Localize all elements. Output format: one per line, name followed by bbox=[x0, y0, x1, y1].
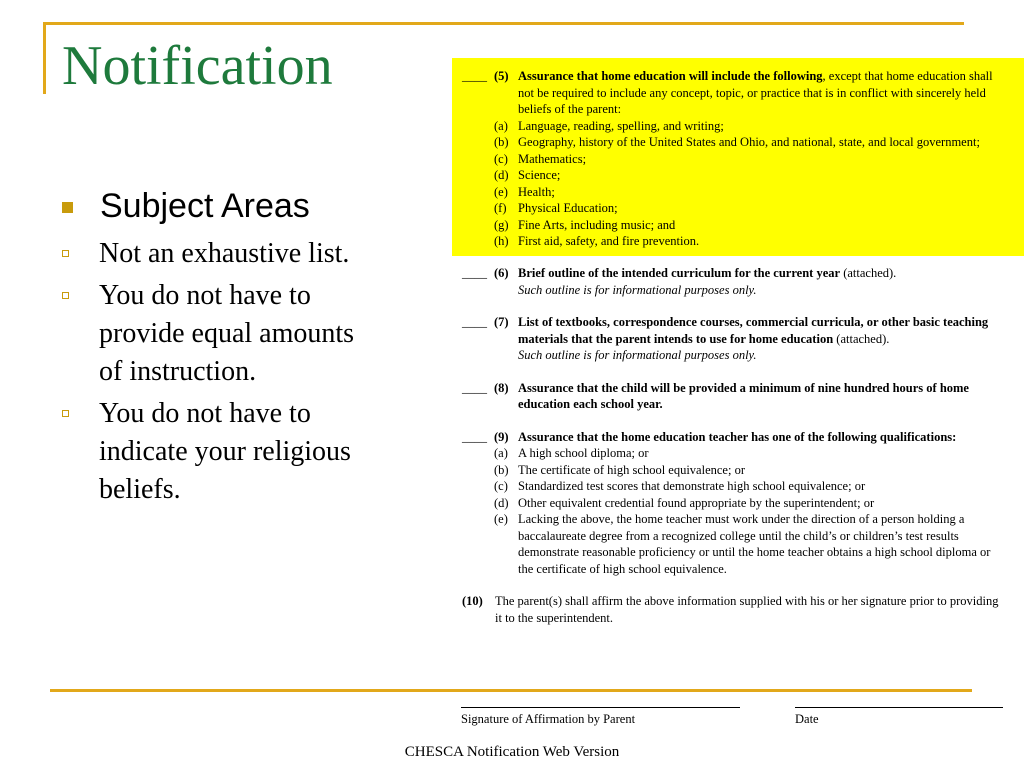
sub-letter: (b) bbox=[494, 462, 509, 477]
sub-text: Language, reading, spelling, and writing; bbox=[518, 118, 724, 133]
signature-block bbox=[461, 707, 740, 727]
sub-text: The certificate of high school equivalence; or bbox=[518, 462, 745, 477]
bullet-main-text: Subject Areas bbox=[100, 187, 310, 225]
item-number: (9) bbox=[494, 429, 509, 444]
item-text: , except that home education shall not be required to include any concept, topic, or practice that is in conflict with sincerely held beliefs of the parent: bbox=[518, 69, 993, 116]
sub-text: A high school diploma; or bbox=[518, 446, 649, 460]
item-text: (attached). bbox=[833, 331, 890, 346]
checkbox-blank: ____ bbox=[462, 429, 487, 444]
signature-label: Signature of Affirmation by Parent bbox=[461, 712, 636, 726]
frame-bottom-rule bbox=[50, 689, 972, 692]
sub-text: Standardized test scores that demonstrate high school equivalence; or bbox=[518, 479, 866, 493]
sub-item bbox=[452, 134, 1024, 151]
checkbox-blank: ____ bbox=[462, 380, 487, 395]
bullet-list bbox=[62, 186, 362, 513]
sub-text: Other equivalent credential found appropriate by the superintendent; or bbox=[518, 495, 875, 510]
sub-bullet-text: You do not have to indicate your religious beliefs. bbox=[99, 397, 351, 505]
item-10 bbox=[452, 593, 1024, 626]
item-8 bbox=[452, 380, 1024, 413]
item-7 bbox=[452, 314, 1024, 364]
item-bold-text: Assurance that home education will include the following bbox=[518, 69, 823, 83]
bullet-main bbox=[62, 186, 362, 227]
square-bullet-icon bbox=[62, 202, 73, 213]
checkbox-blank: ____ bbox=[462, 69, 487, 83]
frame-left-rule bbox=[43, 22, 46, 94]
item-bold-text: Brief outline of the intended curriculum for the current year bbox=[518, 266, 841, 280]
item-body: Assurance that the home education teacher has one of the following qualifications: bbox=[518, 429, 957, 444]
item-body: The parent(s) shall affirm the above information supplied with his or her signature prior to providing it to the superintendent. bbox=[495, 594, 999, 625]
sub-item bbox=[452, 200, 1024, 217]
sub-item bbox=[452, 462, 1024, 479]
sub-letter: (f) bbox=[494, 201, 507, 215]
item-5 bbox=[452, 68, 1024, 118]
sub-item bbox=[452, 478, 1024, 495]
sub-item bbox=[452, 217, 1024, 234]
item-text: (attached). bbox=[840, 266, 897, 280]
date-line bbox=[795, 707, 1003, 708]
sub-letter: (g) bbox=[494, 217, 509, 232]
hollow-square-bullet-icon bbox=[62, 292, 69, 299]
checkbox-blank: ____ bbox=[462, 315, 487, 329]
item-body: Assurance that the child will be provided a minimum of nine hundred hours of home education each school year. bbox=[518, 380, 969, 411]
sub-letter: (a) bbox=[494, 446, 508, 460]
sub-letter: (c) bbox=[494, 151, 508, 166]
sub-text: Science; bbox=[518, 168, 561, 182]
item-italic-note: Such outline is for informational purposes only. bbox=[518, 282, 757, 297]
sub-item bbox=[452, 118, 1024, 135]
sub-bullet bbox=[62, 395, 362, 509]
sub-bullet-text: You do not have to provide equal amounts of instruction. bbox=[99, 279, 355, 387]
sub-letter: (d) bbox=[494, 495, 509, 510]
item-body bbox=[518, 265, 1024, 298]
sub-text: Mathematics; bbox=[518, 151, 587, 166]
sub-bullet-text: Not an exhaustive list. bbox=[99, 237, 350, 269]
sub-text: Health; bbox=[518, 184, 555, 199]
item-number: (8) bbox=[494, 380, 509, 395]
sub-letter: (a) bbox=[494, 118, 508, 133]
sub-text: Lacking the above, the home teacher must work under the direction of a person holding a baccalaureate degree from a recognized college until the child’s or children’s test results demonstrate reasonable proficiency or until the home teacher obtains a high school diploma or the certificate of high school equivalence. bbox=[518, 512, 991, 576]
sub-text: First aid, safety, and fire prevention. bbox=[518, 234, 700, 248]
frame-top-rule bbox=[43, 22, 964, 25]
sub-letter: (e) bbox=[494, 184, 508, 199]
sub-letter: (h) bbox=[494, 234, 509, 248]
sub-item bbox=[452, 151, 1024, 168]
hollow-square-bullet-icon bbox=[62, 250, 69, 257]
sub-text: Physical Education; bbox=[518, 201, 618, 215]
item-body bbox=[518, 68, 1024, 118]
checkbox-blank: ____ bbox=[462, 266, 487, 280]
item-6 bbox=[452, 265, 1024, 298]
sub-item bbox=[452, 167, 1024, 184]
sub-bullet bbox=[62, 235, 362, 273]
sub-item bbox=[452, 511, 1024, 577]
hollow-square-bullet-icon bbox=[62, 410, 69, 417]
item-italic-note: Such outline is for informational purposes only. bbox=[518, 348, 757, 362]
item-number: (7) bbox=[494, 315, 509, 329]
item-number: (10) bbox=[462, 594, 483, 608]
sub-letter: (d) bbox=[494, 168, 509, 182]
slide-title: Notification bbox=[62, 35, 333, 97]
sub-item bbox=[452, 233, 1024, 250]
item-number: (5) bbox=[494, 69, 509, 83]
item-number: (6) bbox=[494, 266, 509, 280]
sub-text: Fine Arts, including music; and bbox=[518, 217, 676, 232]
date-label: Date bbox=[795, 712, 819, 726]
sub-item bbox=[452, 184, 1024, 201]
sub-item bbox=[452, 445, 1024, 462]
sub-letter: (c) bbox=[494, 479, 508, 493]
signature-line bbox=[461, 707, 740, 708]
sub-bullet bbox=[62, 277, 362, 391]
date-block bbox=[795, 707, 1003, 727]
sub-letter: (b) bbox=[494, 135, 509, 149]
notification-document bbox=[452, 58, 1024, 626]
slide-footer: CHESCA Notification Web Version bbox=[404, 744, 620, 760]
item-9 bbox=[452, 429, 1024, 446]
item-body bbox=[518, 314, 1024, 364]
sub-text: Geography, history of the United States and Ohio, and national, state, and local government; bbox=[518, 135, 980, 149]
item-bold-text: List of textbooks, correspondence courses, commercial curricula, or other basic teaching materials that the parent intends to use for home education bbox=[518, 315, 989, 346]
sub-letter: (e) bbox=[494, 512, 508, 526]
sub-item bbox=[452, 495, 1024, 512]
highlighted-section bbox=[452, 58, 1024, 256]
